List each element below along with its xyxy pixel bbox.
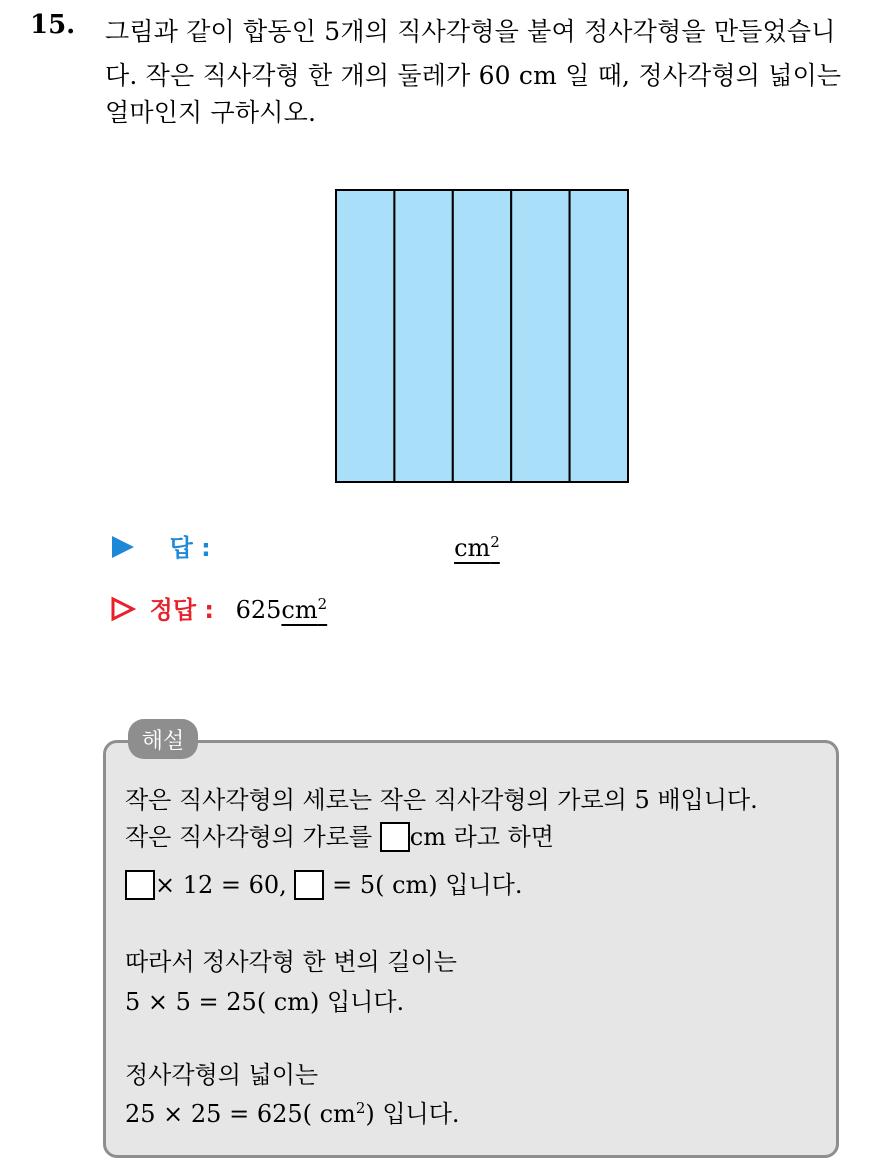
blank-box (294, 870, 324, 900)
question-number: 15. (30, 10, 76, 40)
play-arrow-icon (110, 534, 136, 560)
blank-box (380, 822, 410, 852)
correct-answer-label: 정답 : (149, 596, 214, 624)
question-text-line-1: 그림과 같이 합동인 5개의 직사각형을 붙여 정사각형을 만들었습니 (105, 17, 836, 46)
solution-line-5: 5 × 5 = 25( cm) 입니다. (125, 988, 405, 1016)
solution-line-4: 따라서 정사각형 한 변의 길이는 (125, 948, 457, 976)
square-figure (334, 188, 630, 484)
blank-box (125, 870, 155, 900)
solution-line-1: 작은 직사각형의 세로는 작은 직사각형의 가로의 5 배입니다. (125, 786, 758, 814)
answer-unit: $cm^2$ (454, 533, 500, 562)
solution-line-2: 작은 직사각형의 가로를 cm 라고 하면 (125, 823, 554, 851)
correct-answer-unit: $cm^2$ (281, 595, 328, 624)
answer-row (110, 528, 500, 563)
correct-answer-value: 625 (235, 596, 282, 624)
correct-answer-row (110, 590, 327, 625)
solution-line-7: 25 × 25 = 625( $cm^2$) 입니다. (125, 1099, 460, 1128)
solution-line-3: × 12 = 60, = 5( cm) 입니다. (125, 865, 522, 900)
question-text-line-2: 다. 작은 직사각형 한 개의 둘레가 60 cm 일 때, 정사각형의 넓이는 (105, 61, 842, 90)
small-rectangle (570, 190, 628, 482)
answer-label: 답 : (169, 534, 211, 562)
solution-tag: 해설 (128, 719, 198, 759)
outline-arrow-icon (110, 596, 136, 622)
small-rectangle (511, 190, 569, 482)
solution-line-6: 정사각형의 넓이는 (125, 1061, 319, 1089)
small-rectangle (453, 190, 511, 482)
small-rectangle (336, 190, 394, 482)
small-rectangle (394, 190, 452, 482)
question-text-line-3: 얼마인지 구하시오. (105, 98, 317, 127)
